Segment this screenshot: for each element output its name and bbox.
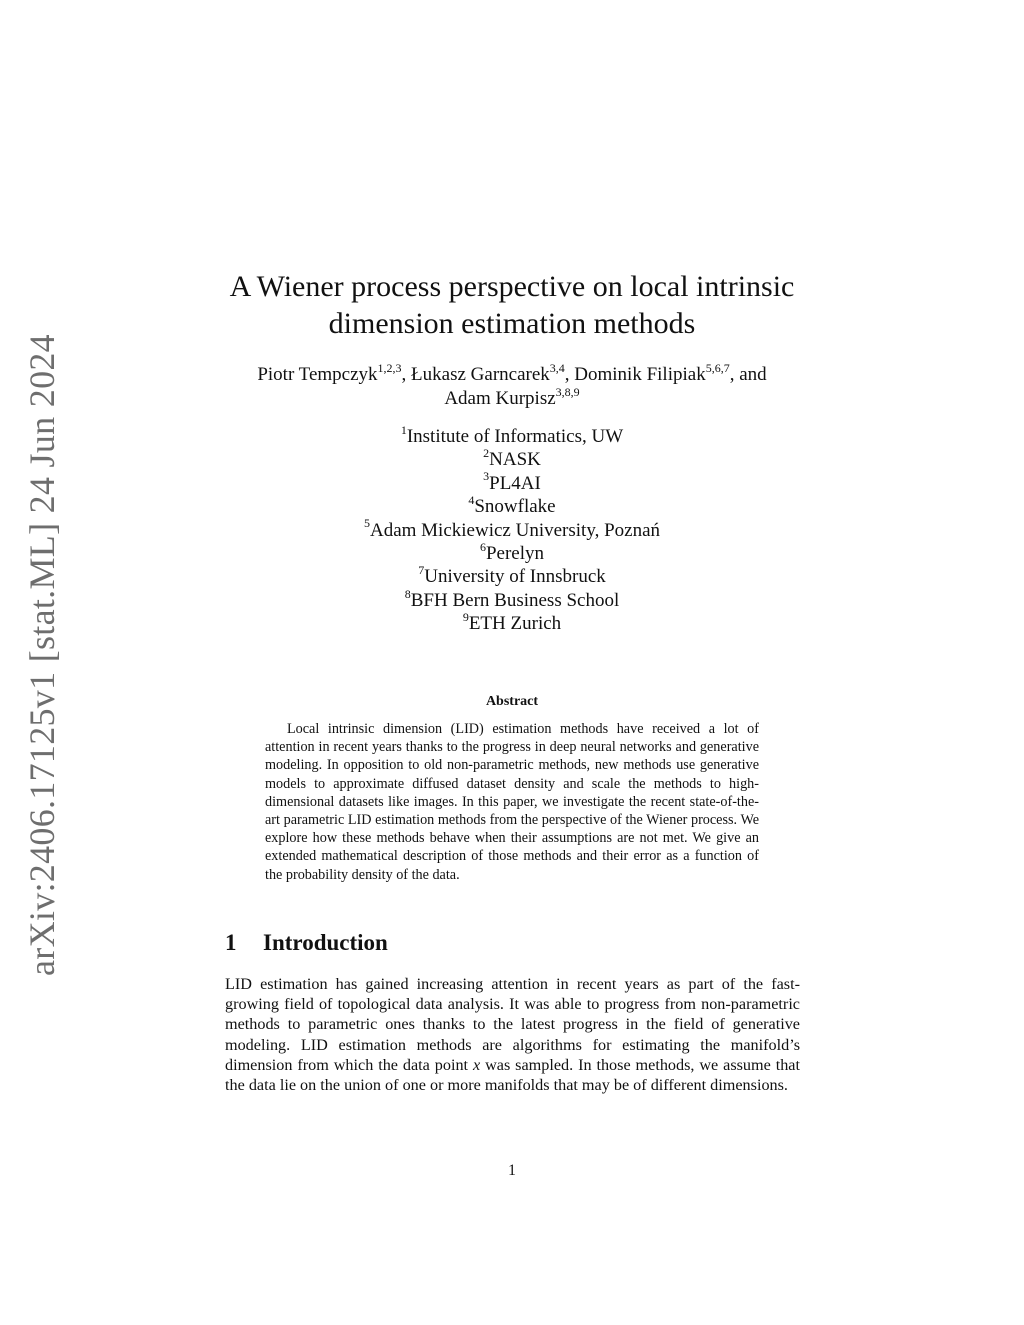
author-affiliation-marks: 3,8,9 — [555, 384, 580, 399]
author-affiliation-marks: 3,4 — [549, 360, 565, 375]
affiliation-name: Snowflake — [474, 496, 556, 518]
abstract-heading: Abstract — [485, 694, 539, 709]
affiliation-name: ETH Zurich — [468, 613, 562, 635]
affiliation-mark: 9 — [462, 609, 469, 624]
affiliation-name: NASK — [489, 449, 541, 471]
affiliation-item — [190, 516, 834, 542]
author-separator: , — [401, 364, 412, 385]
affiliation-name: Perelyn — [485, 543, 545, 565]
affiliation-name: Institute of Informatics, UW — [406, 426, 624, 447]
affiliation-item — [190, 469, 834, 495]
paper-title-line-1: A Wiener process perspective on local intrinsic — [229, 270, 795, 303]
affiliation-item — [190, 539, 834, 565]
page-number: 1 — [508, 1162, 516, 1179]
affiliation-item — [190, 422, 834, 448]
affiliation-item — [190, 609, 834, 635]
author-name: Adam Kurpisz — [444, 388, 556, 409]
intro-text-part-1: LID estimation has gained increasing attention in recent years as part of the fast-growing field of topological data analysis. It was able to progress from non-parametric methods to parametric ones thanks to the latest progress in the field of generative modeling. LID estimation methods are algorithms for estimating the manifold’s dimension from which the data point — [225, 975, 800, 1074]
affiliation-mark: 4 — [468, 492, 475, 507]
author-name: Dominik Filipiak — [574, 364, 706, 385]
affiliation-name: PL4AI — [489, 472, 541, 494]
arxiv-identifier-stamp: arXiv:2406.17125v1 [stat.ML] 24 Jun 2024 — [22, 334, 62, 976]
affiliation-list — [190, 422, 834, 636]
section-heading — [225, 930, 388, 956]
author-affiliation-marks: 1,2,3 — [377, 360, 402, 375]
affiliation-mark: 5 — [363, 516, 370, 531]
affiliation-name: University of Innsbruck — [424, 566, 606, 588]
intro-text-part-2: was sampled. In those methods, we assume that the data lie on the union of one or more manifolds that may be of different dimensions. — [225, 1055, 800, 1095]
section-title: Introduction — [263, 930, 388, 955]
author-list — [190, 360, 834, 411]
affiliation-mark: 8 — [404, 586, 411, 601]
author-name: Łukasz Garncarek — [411, 364, 550, 385]
affiliation-mark: 2 — [483, 446, 490, 461]
paper-title — [190, 268, 834, 342]
introduction-paragraph — [225, 974, 800, 1095]
affiliation-mark: 1 — [400, 422, 407, 437]
affiliation-item — [190, 492, 834, 518]
affiliation-item — [190, 448, 834, 471]
affiliation-mark: 6 — [479, 539, 486, 554]
affiliation-name: Adam Mickiewicz University, Poznań — [369, 519, 661, 541]
affiliation-item — [190, 565, 834, 588]
author-separator: , and — [729, 364, 767, 385]
abstract-text: Local intrinsic dimension (LID) estimation methods have received a lot of attention in recent years thanks to the progress in deep neural networks and generative modeling. In opposition to old non-parametric methods, new methods use generative models to approximate diffused dataset density and scale the methods to high-dimensional datasets like images. In this paper, we investigate the recent state-of-the-art parametric LID estimation methods from the perspective of the Wiener process. We explore how these methods behave when their assumptions are not met. We give an extended mathematical description of those methods and their error as a function of the probability density of the data. — [265, 721, 759, 883]
math-variable: x — [472, 1055, 481, 1074]
affiliation-item — [190, 586, 834, 612]
section-number: 1 — [225, 930, 237, 955]
affiliation-mark: 3 — [483, 469, 490, 484]
affiliation-mark: 7 — [418, 563, 425, 578]
author-affiliation-marks: 5,6,7 — [705, 360, 730, 375]
paper-title-line-2: dimension estimation methods — [328, 307, 696, 340]
affiliation-name: BFH Bern Business School — [410, 589, 620, 611]
author-separator: , — [564, 364, 575, 385]
author-name: Piotr Tempczyk — [257, 364, 378, 385]
